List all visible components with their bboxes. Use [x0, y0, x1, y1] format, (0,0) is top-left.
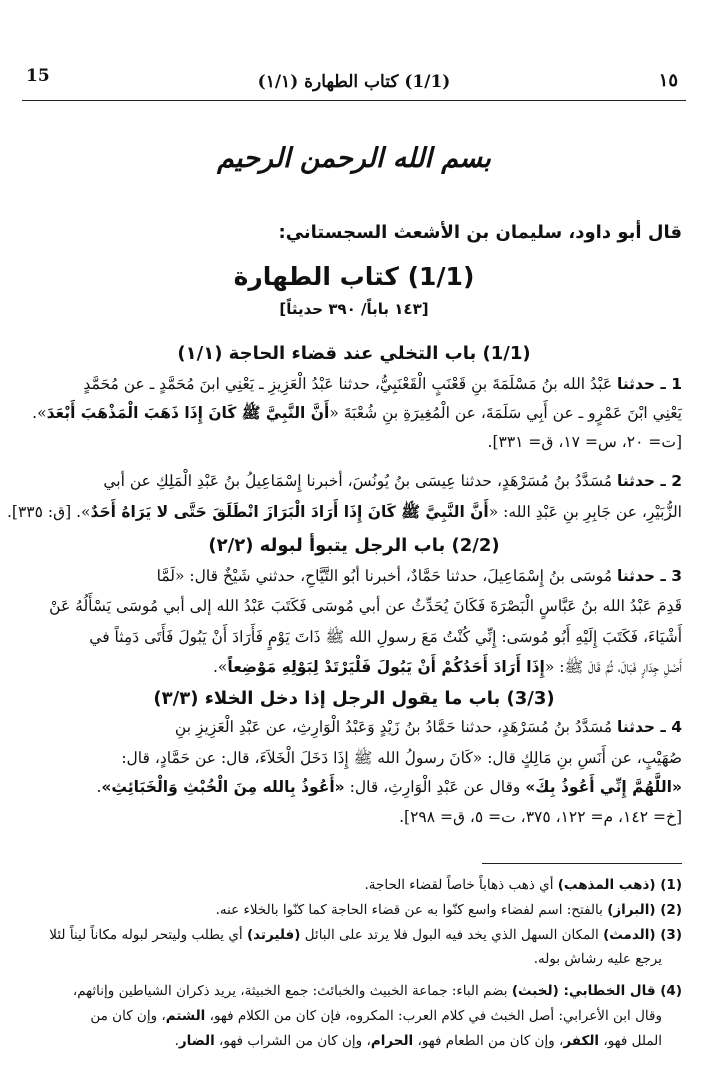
hadith-3-line-2: قَدِمَ عَبْدُ الله بنُ عَبَّاسٍ الْبَصْرَةَ فَكَانَ يُحَدِّثُ عن أبي مُوسَى فَكَتَبَ عَبْدُ الله إلى أبي مُوسَى يَسْأَلُهُ عَنْ [49, 597, 682, 615]
hadith-quote: أَنَّ النَّبِيَّ ﷺ كَانَ إِذَا ذَهَبَ الْمَذْهَبَ أَبْعَدَ [46, 404, 330, 422]
hadith-2-line-1 [26, 472, 682, 490]
hadith-number: 3 ـ حدثنا [617, 567, 682, 585]
footnote-label: (2) (البراز) [607, 902, 682, 918]
footnote-text: بالفتح: اسم لفضاء واسع كنّوا به عن قضاء الحاجة كما كنّوا بالخلاء عنه. [215, 902, 608, 918]
hadith-number: 2 ـ حدثنا [617, 472, 682, 490]
hadith-quote: «أَعُوذُ بِالله مِنَ الْخُبْثِ وَالْخَبَائِثِ» [101, 778, 345, 796]
hadith-1-line-2 [26, 403, 682, 426]
hadith-quote: أَنَّ النَّبِيَّ ﷺ كَانَ إِذَا أَرَادَ الْبَرَازَ انْطَلَقَ حَتَّى لا يَرَاهُ أَحَدٌ [90, 503, 489, 521]
hadith-text: مُسَدَّدُ بنُ مُسَرْهَدٍ، حدثنا حَمَّادُ بنُ زَيْدٍ وَعَبْدُ الْوَارِثِ، عن عَبْدِ الْعَزِيزِ بنِ [174, 718, 618, 736]
footnote-text: أي يطلب وليتحر لبوله مكاناً ليناً لئلا [49, 927, 247, 943]
hadith-text: مُسَدَّدُ بنُ مُسَرْهَدٍ، حدثنا عِيسَى بنُ يُونُسَ، أخبرنا إِسْمَاعِيلُ بنُ عَبْدِ الْمَلِكِ عن أبي [103, 472, 618, 490]
basmala-calligraphy: بسم الله الرحمن الرحيم [217, 143, 491, 174]
hadith-4-line-2: صُهَيْبٍ، عن أَنَسِ بنِ مَالِكٍ قال: «كَانَ رسولُ الله ﷺ إِذَا دَخَلَ الْخَلاَءَ، قال: عن حَمَّادٍ، قال: [121, 749, 682, 767]
footnote-text: ، وإن كان من الشراب فهو، [214, 1033, 371, 1049]
hadith-quote: «اللَّهُمَّ إِنِّي أَعُوذُ بِكَ» [525, 778, 682, 796]
page-number-latin: 15 [26, 66, 50, 86]
footnote-text: ، وإن كان من [90, 1008, 166, 1024]
hadith-text: . [96, 778, 102, 796]
intro-line: قال أبو داود، سليمان بن الأشعث السجستاني: [278, 222, 682, 243]
hadith-text: أَصْلِ جِدَارٍ فَبَالَ، ثُمَّ قَالَ ﷺ: « [544, 658, 682, 676]
header-rule [22, 100, 686, 101]
chapter-heading-2: (2/2) باب الرجل يتبوأ لبوله (٢/٢) [208, 535, 500, 556]
chapter-heading-1: (1/1) باب التخلي عند قضاء الحاجة (١/١) [177, 343, 531, 364]
hadith-text: الزُّبَيْرِ، عن جَابِرِ بنِ عَبْدِ الله: « [488, 503, 682, 521]
hadith-text: يَعْنِي ابْنَ عَمْرٍو ـ عن أَبِي سَلَمَةَ، عن الْمُغِيرَةِ بنِ شُعْبَةَ « [329, 404, 682, 422]
hadith-text: عَبْدُ الله بنُ مَسْلَمَةَ بنِ قَعْنَبٍ الْقَعْنَبِيُّ، حدثنا عَبْدُ الْعَزِيزِ ـ يَعْنِي ابنَ مُحَمَّدٍ ـ عن مُحَمَّدٍ [83, 375, 618, 393]
footnote-text: أي ذهب ذهاباً خاصاً لقضاء الحاجة. [364, 877, 558, 893]
hadith-3-line-1 [26, 567, 682, 585]
hadith-number: 4 ـ حدثنا [617, 718, 682, 736]
footnote-label: (3) (الدمث) [603, 927, 682, 943]
hadith-4-line-3 [26, 778, 682, 796]
hadith-2-line-2 [7, 502, 682, 525]
hadith-3-line-4 [26, 657, 682, 680]
footnote-text: بضم الباء: جماعة الخبيث والخبائث: جمع الخبيثة، يريد ذكران الشياطين وإناثهم، [72, 983, 512, 999]
hadith-4-line-1 [26, 718, 682, 736]
footnote-label: (4) قال الخطابي: (لخبث) [511, 983, 682, 999]
hadith-4-refs: [خ= ١٤٢، م= ١٢٢، ٣٧٥، ت= ٥، ق= ٢٩٨]. [399, 808, 682, 826]
hadith-quote: إِذَا أَرَادَ أَحَدُكُمْ أَنْ يَبُولَ فَلْيَرْتَدْ لِبَوْلِهِ مَوْضِعاً [227, 658, 545, 676]
hadith-number: 1 ـ حدثنا [617, 375, 682, 393]
hadith-text: ». [212, 658, 228, 676]
footnote-4-line-3 [26, 1033, 662, 1049]
footnote-2 [26, 902, 682, 918]
book-count: [١٤٣ باباً/ ٣٩٠ حديثاً] [279, 300, 429, 318]
hadith-text: مُوسَى بنُ إِسْمَاعِيلَ، حدثنا حَمَّادٌ، أخبرنا أبُو التَّيَّاحِ، حدثني شَيْخٌ قال: «لَمَّا [156, 567, 618, 585]
footnote-keyword: الكفر [563, 1033, 600, 1049]
hadith-1-refs: [ت= ٢٠، س= ١٧، ق= ٣٣١]. [487, 433, 682, 451]
book-title: (1/1) كتاب الطهارة [233, 262, 475, 291]
hadith-3-line-3: أَشْيَاءَ، فَكَتَبَ إِلَيْهِ أَبُو مُوسَى: إِنِّي كُنْتُ مَعَ رسولِ الله ﷺ ذَاتَ يَوْمٍ فَأَرَادَ أَنْ يَبُولَ فَأَتَى دَمِثاً في [89, 628, 682, 646]
hadith-text: ». [ق: ٣٣٥]. [7, 503, 91, 521]
footnote-keyword: الحرام [370, 1033, 414, 1049]
chapter-heading-3: (3/3) باب ما يقول الرجل إذا دخل الخلاء (٣/٣) [153, 688, 555, 709]
footnote-4-line-2 [26, 1008, 662, 1024]
footnote-text: الملل فهو، [599, 1033, 662, 1049]
footnote-1 [26, 877, 682, 893]
footnote-text: وقال ابن الأعرابي: أصل الخبث في كلام العرب: المكروه، فإن كان من الكلام فهو، [205, 1008, 662, 1024]
footnote-label: (فليرتد) [246, 927, 301, 943]
footnote-keyword: الضار [178, 1033, 215, 1049]
footnote-3-line-2: يرجع عليه رشاش بوله. [533, 951, 662, 967]
running-header-title: (1/1) كتاب الطهارة (١/١) [257, 72, 451, 92]
footnote-keyword: الشتم [165, 1008, 206, 1024]
footnote-rule [482, 863, 682, 864]
footnote-text: . [174, 1033, 179, 1049]
footnote-label: (1) (ذهب المذهب) [557, 877, 682, 893]
footnote-text: ، وإن كان من الطعام فهو، [413, 1033, 564, 1049]
footnote-text: المكان السهل الذي يخد فيه البول فلا يرتد على البائل [300, 927, 604, 943]
hadith-text: وقال عن عَبْدِ الْوَارِثِ، قال: [344, 778, 526, 796]
footnote-3-line-1 [26, 927, 682, 943]
page-number-arabic: ١٥ [658, 70, 678, 91]
hadith-text: ». [32, 404, 47, 422]
footnote-4-line-1 [26, 983, 682, 999]
hadith-1-line-1 [26, 375, 682, 393]
